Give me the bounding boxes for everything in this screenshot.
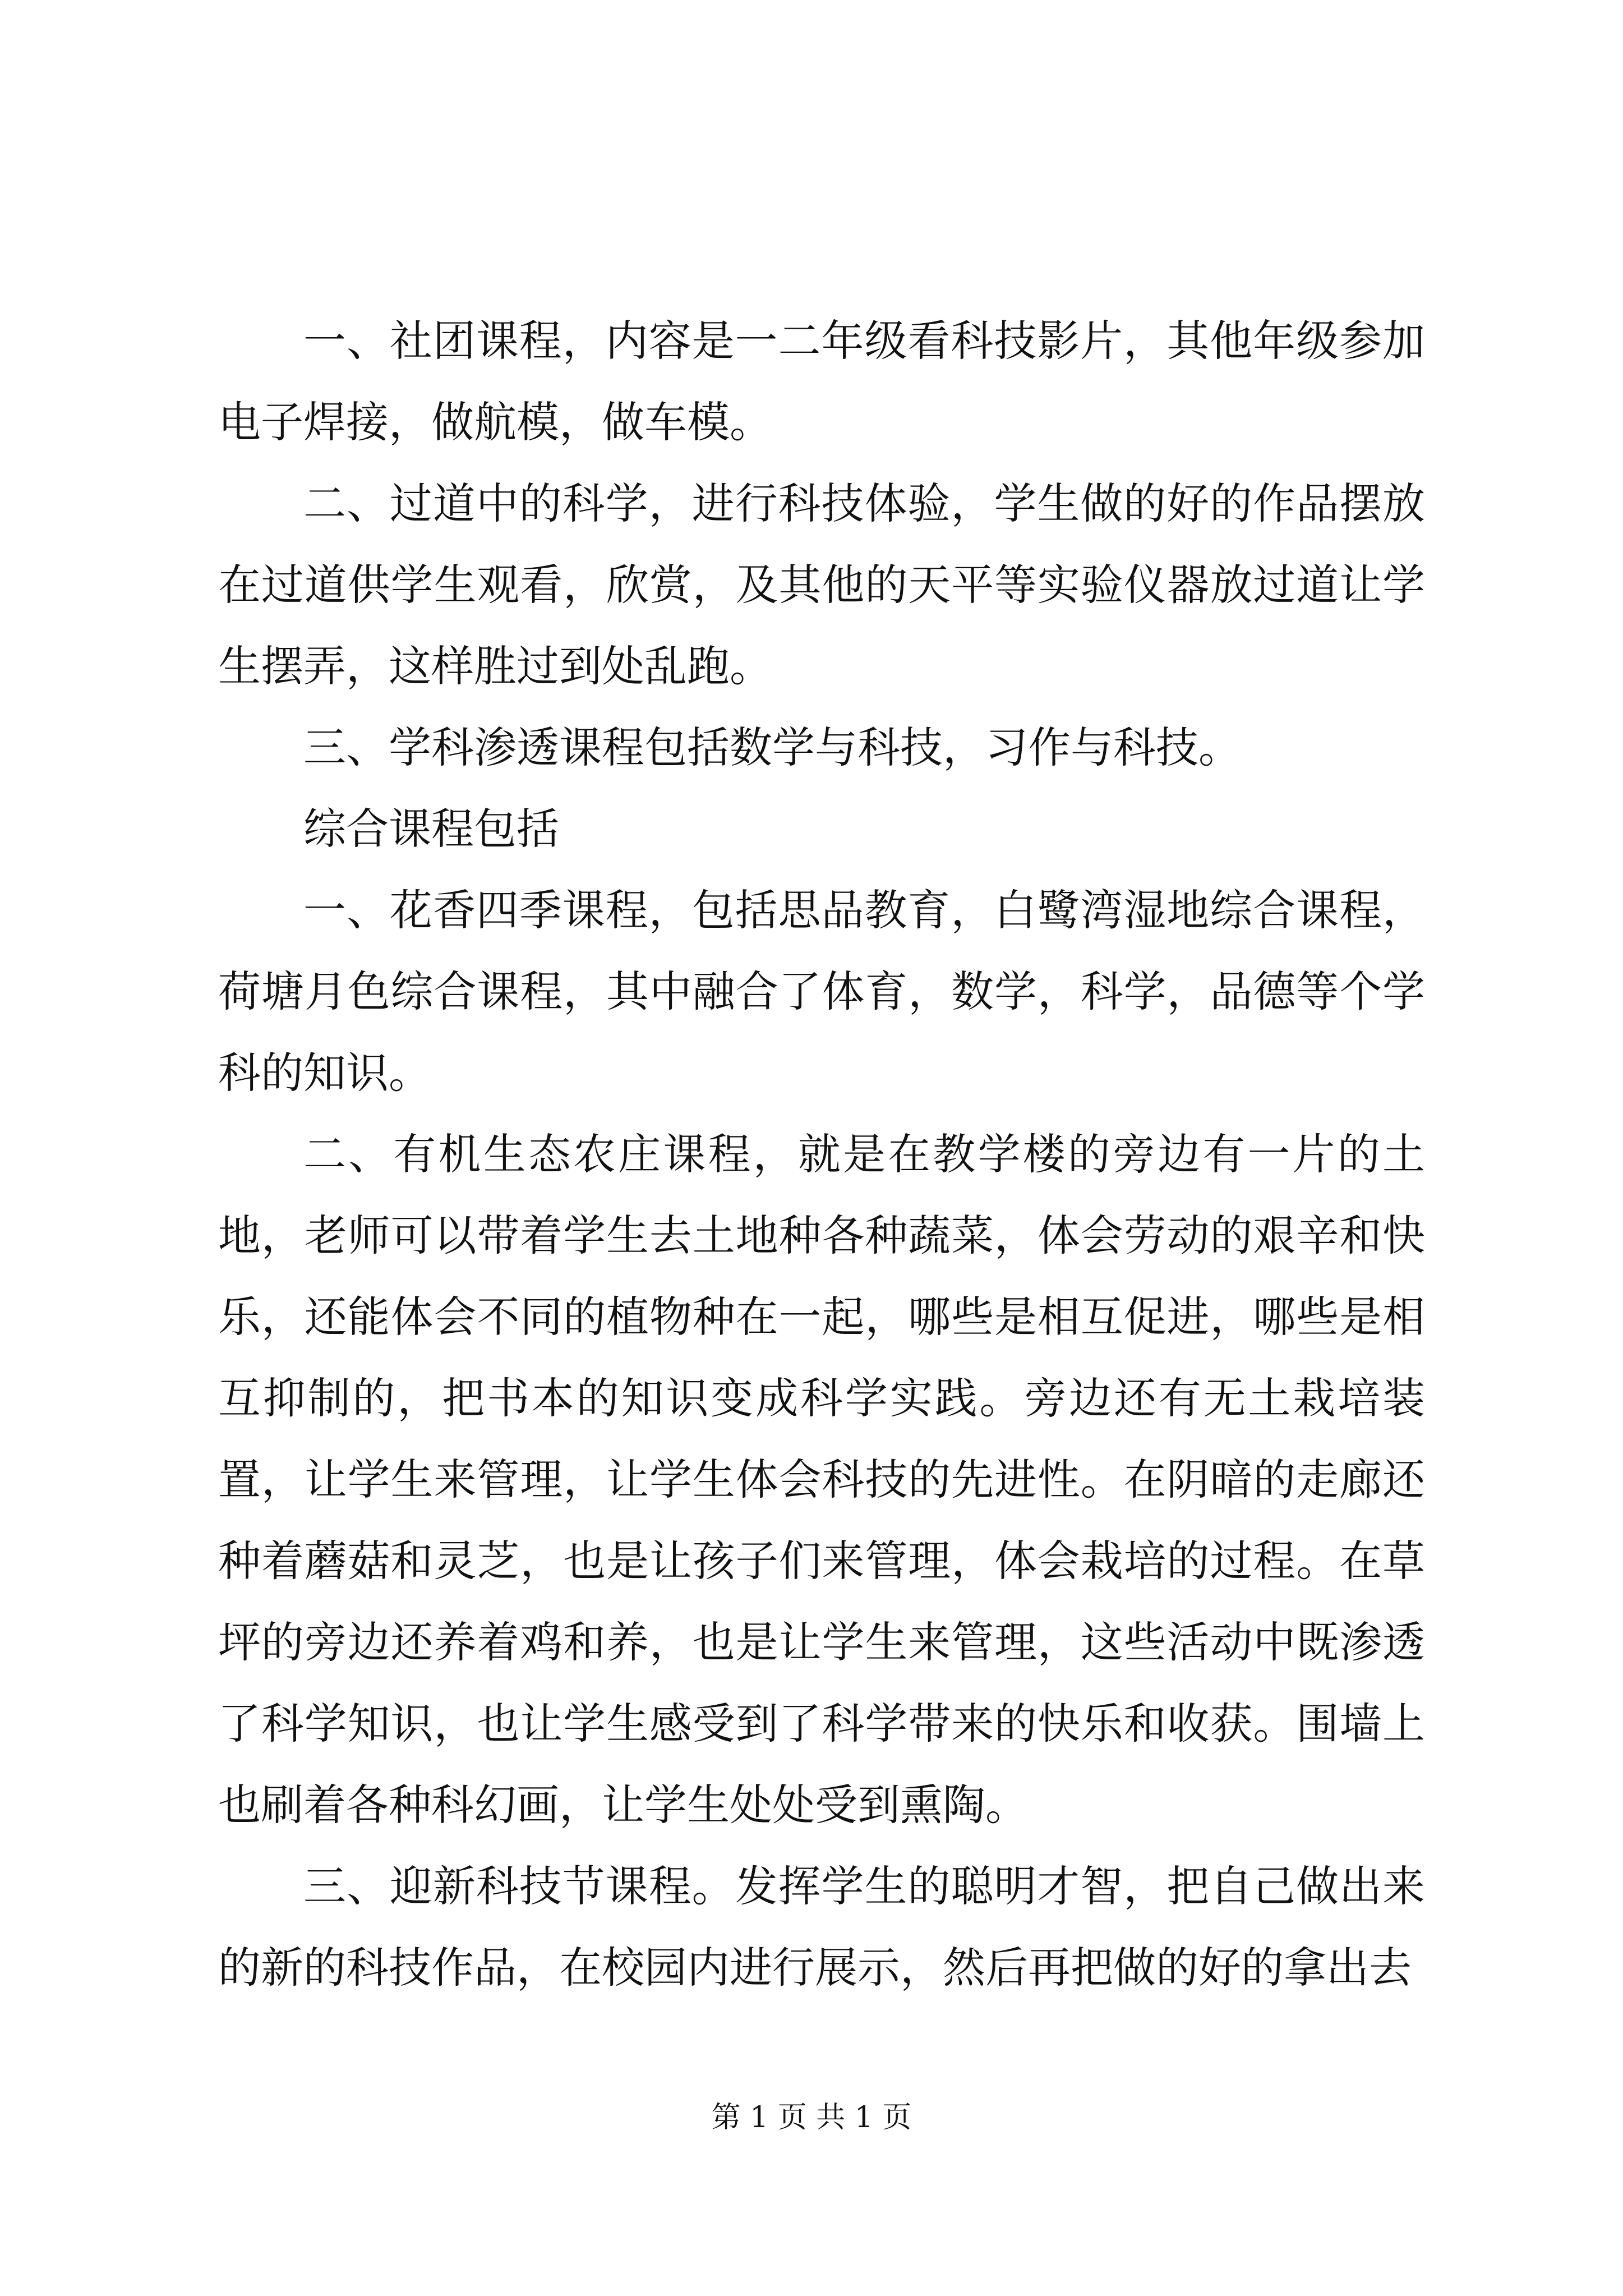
paragraph-subject-integration: 三、学科渗透课程包括数学与科技，习作与科技。 (303, 723, 1241, 772)
paragraph-corridor-science: 二、过道中的科学，进行科技体验，学生做的好的作品摆放在过道供学生观看，欣赏，及其他的天平等实验仪器放过道让学生摆弄，这样胜过到处乱跑。 (218, 478, 1425, 691)
page-footer: 第 1 页 共 1 页 (711, 2101, 912, 2134)
paragraph-four-seasons-course: 一、花香四季课程，包括思品教育，白鹭湾湿地综合课程，荷塘月色综合课程，其中融合了体育，数学，科学，品德等个学科的知识。 (218, 885, 1425, 1098)
paragraph-club-course: 一、社团课程，内容是一二年级看科技影片，其他年级参加电子焊接，做航模，做车模。 (218, 316, 1425, 447)
paragraph-eco-farm-course: 二、有机生态农庄课程，就是在教学楼的旁边有一片的土地，老师可以带着学生去土地种各种蔬菜，体会劳动的艰辛和快乐，还能体会不同的植物种在一起，哪些是相互促进，哪些是相互抑制的，把书本的知识变成科学实践。旁边还有无土栽培装置，让学生来管理，让学生体会科技的先进性。在阴暗的走廊还种着蘑菇和灵芝，也是让孩子们来管理，体会栽培的过程。在草坪的旁边还养着鸡和养，也是让学生来管理，这些活动中既渗透了科学知识，也让学生感受到了科学带来的快乐和收获。围墙上也刷着各种科幻画，让学生处处受到熏陶。 (218, 1129, 1425, 1830)
document-body (218, 300, 1425, 2008)
paragraph-science-festival-course: 三、迎新科技节课程。发挥学生的聪明才智，把自己做出来的新的科技作品，在校园内进行展示，然后再把做的好的拿出去 (218, 1861, 1425, 1993)
paragraph-comprehensive-heading: 综合课程包括 (303, 804, 559, 854)
